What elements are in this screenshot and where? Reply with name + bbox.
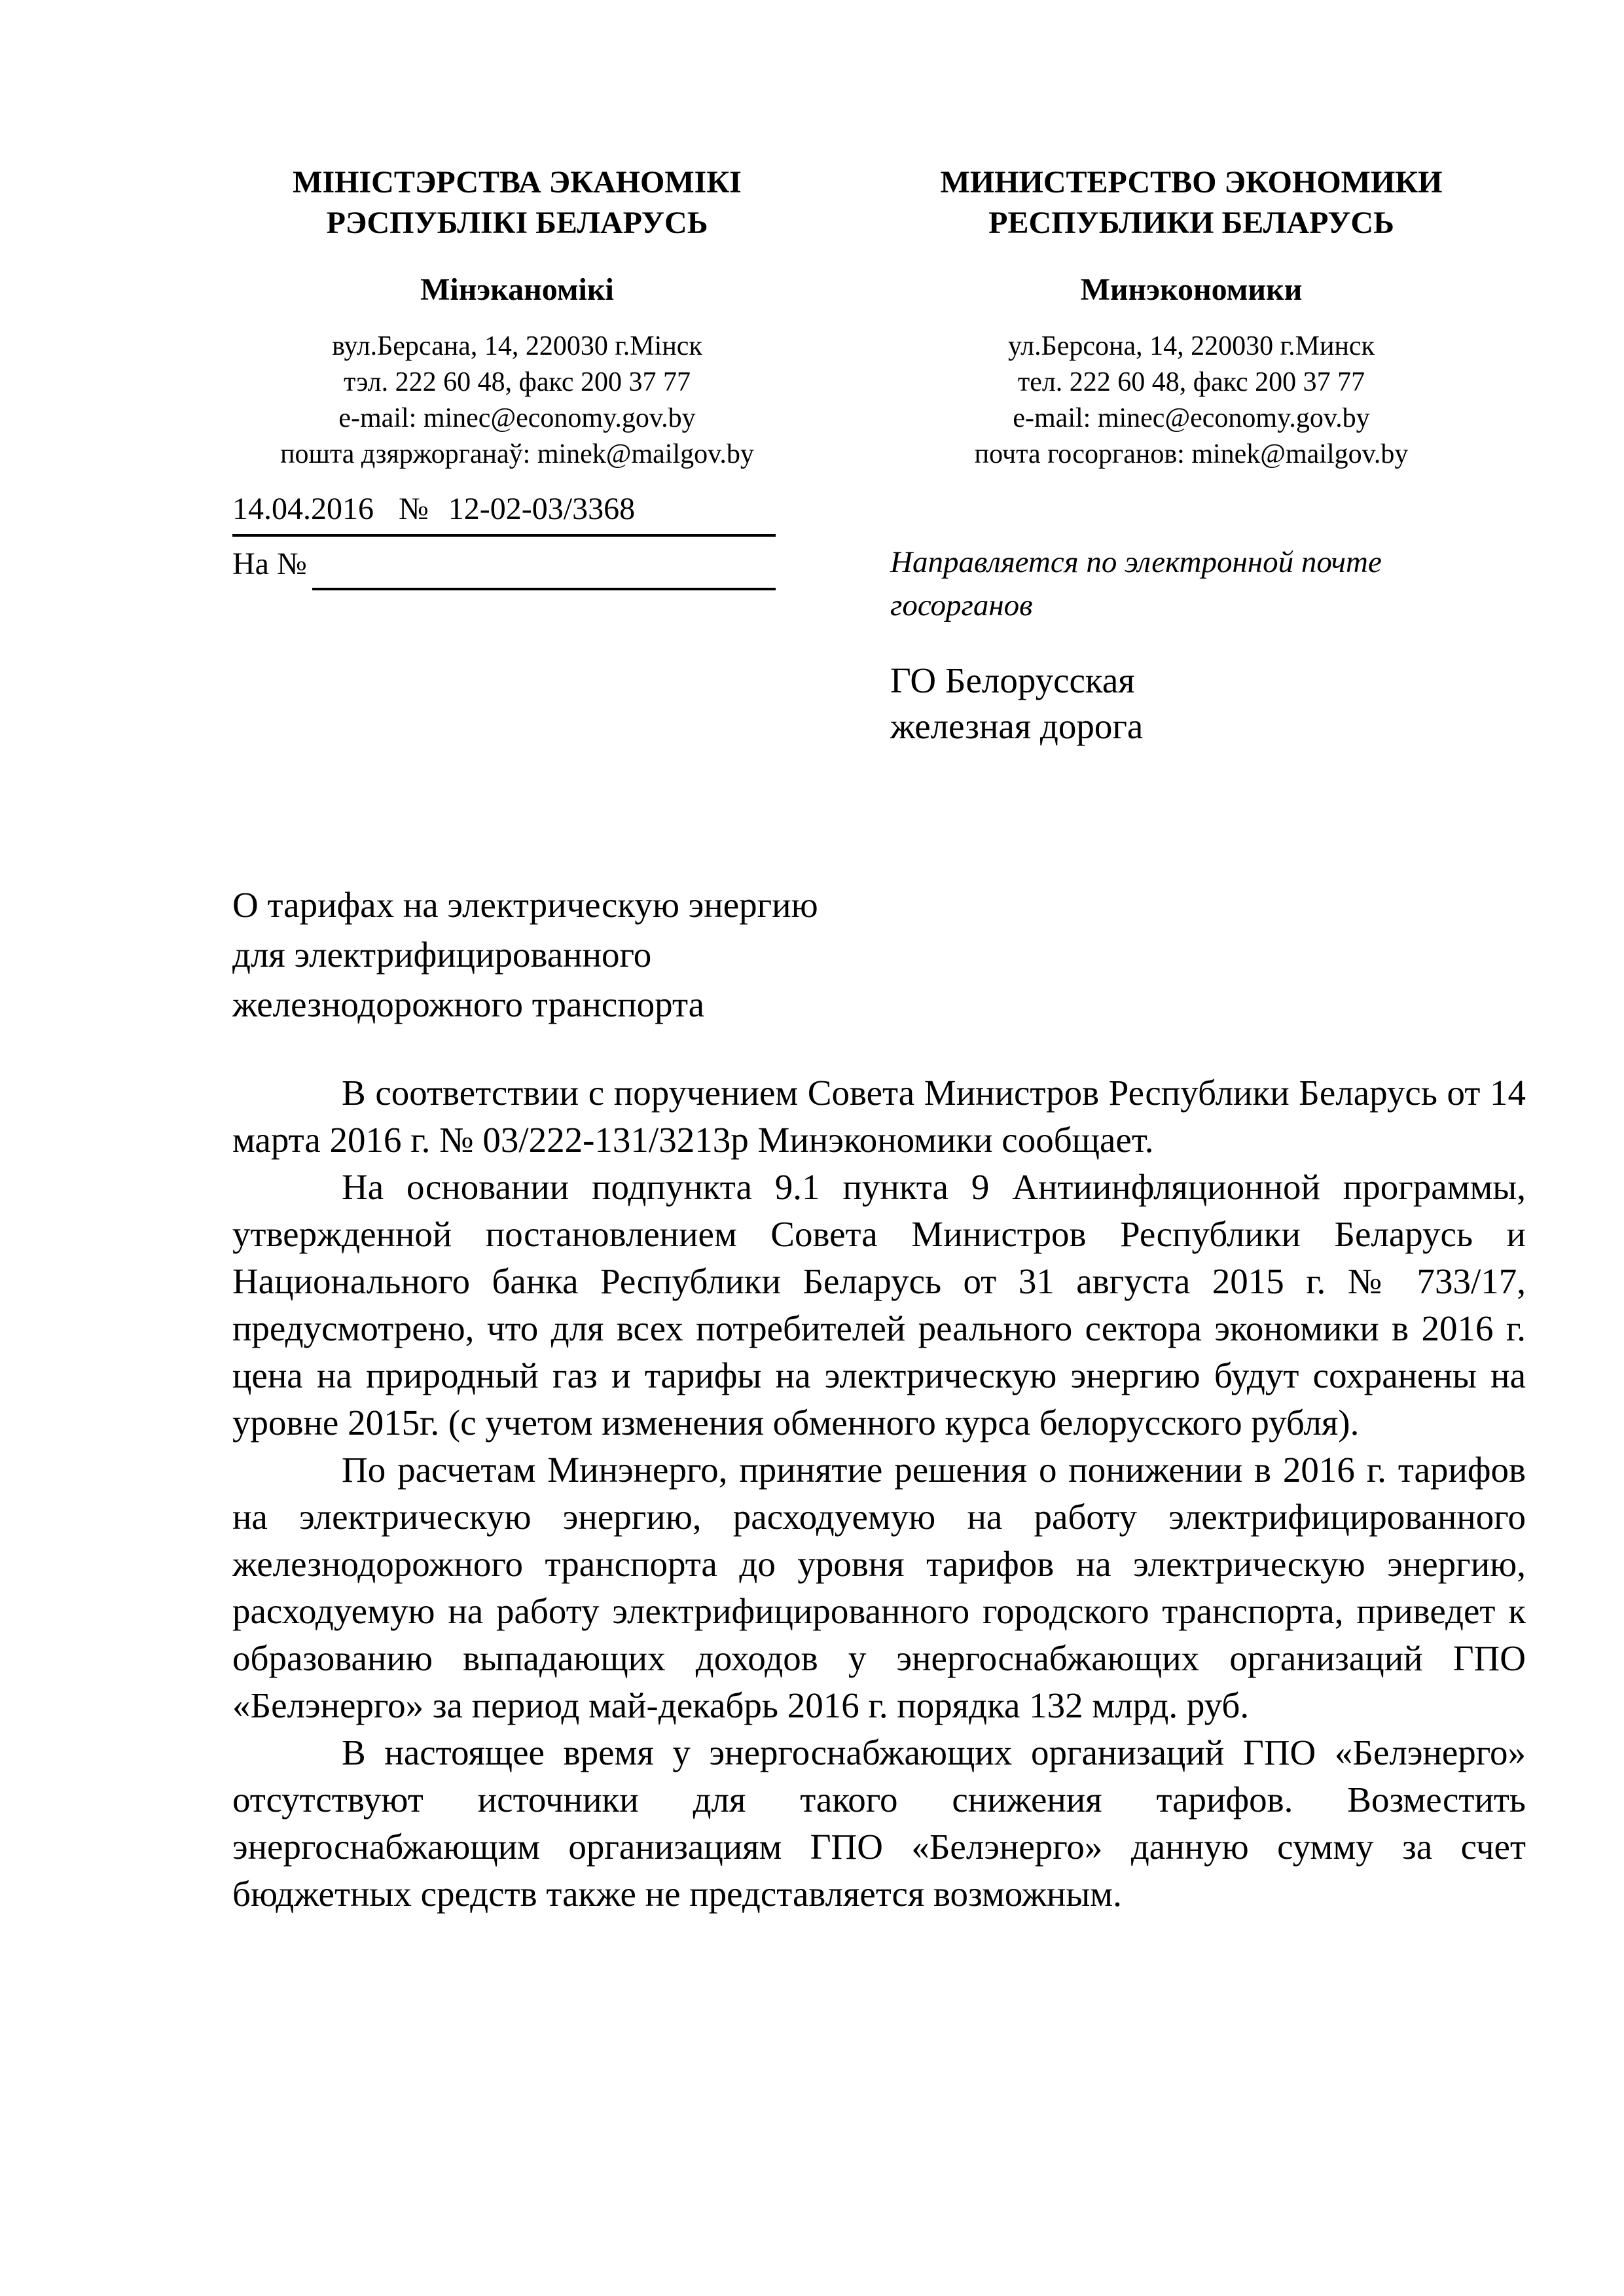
org-name-ru: [890, 162, 1492, 243]
address-line: почта госорганов: minek@mailgov.by: [974, 439, 1409, 469]
subject-line1: О тарифах на электрическую энергию: [232, 885, 818, 925]
reply-to-label: На №: [232, 547, 307, 581]
recipient: [890, 658, 1143, 749]
org-short-name-by: Мінэканомікі: [420, 272, 614, 307]
body-paragraph-4: В настоящее время у энергоснабжающих организаций ГПО «Белэнерго» отсутствуют источники для такого снижения тарифов. Возместить энергоснабжающим организациям ГПО «Белэнерго» данную сумму за счет бюджетных средств также не представляется возможным.: [232, 1732, 1526, 1914]
delivery-note-line2: госорганов: [890, 588, 1033, 622]
incoming-reference: [232, 545, 776, 584]
body-paragraph-2: На основании подпункта 9.1 пункта 9 Антиинфляционной программы, утвержденной постановлением Совета Министров Республики Беларусь и Национального банка Республики Беларусь от 31 августа 2015 г. № 733/17, предусмотрено, что для всех потребителей реального сектора экономики в 2016 г. цена на природный газ и тарифы на электрическую энергию будут сохранены на уровне 2015г. (с учетом изменения обменного курса белорусского рубля).: [232, 1167, 1526, 1443]
address-line: вул.Берсана, 14, 220030 г.Мінск: [332, 331, 702, 361]
subject-line2: для электрифицированного: [232, 935, 652, 975]
address-line: e-mail: minec@economy.gov.by: [1013, 403, 1370, 433]
org-address-ru: [890, 329, 1492, 473]
address-line: тэл. 222 60 48, факс 200 37 77: [344, 367, 691, 397]
body-paragraph-3: По расчетам Минэнерго, принятие решения о понижении в 2016 г. тарифов на электрическую энергию, расходуемую на работу электрифицированного железнодорожного транспорта до уровня тарифов на электрическую энергию, расходуемую на работу электрифицированного городского транспорта, приведет к образованию выпадающих доходов у энергоснабжающих организаций ГПО «Белэнерго» за период май-декабрь 2016 г. порядка 132 млрд. руб.: [232, 1450, 1526, 1725]
outgoing-number: 12-02-03/3368: [448, 492, 636, 526]
outgoing-date: 14.04.2016: [232, 492, 374, 526]
org-name-by-line1: МІНІСТЭРСТВА ЭКАНОМІКІ: [293, 165, 742, 200]
org-short-name-ru: Минэкономики: [1080, 272, 1303, 307]
org-address-by: [216, 329, 818, 473]
address-line: тел. 222 60 48, факс 200 37 77: [1017, 367, 1365, 397]
org-name-ru-line2: РЕСПУБЛИКИ БЕЛАРУСЬ: [988, 206, 1394, 240]
org-name-ru-line1: МИНИСТЕРСТВО ЭКОНОМИКИ: [940, 165, 1443, 200]
letter-body: [232, 1069, 1526, 1918]
letterhead-belarusian: [216, 162, 818, 473]
recipient-line2: железная дорога: [890, 706, 1144, 746]
recipient-line1: ГО Белорусская: [890, 660, 1135, 700]
letterhead: [216, 162, 1492, 473]
delivery-note-line1: Направляется по электронной почте: [890, 545, 1382, 579]
org-name-by: [216, 162, 818, 243]
subject: [232, 880, 1018, 1030]
number-sign: №: [399, 492, 429, 526]
reference-blank-line: [312, 545, 776, 590]
address-line: пошта дзяржорганаў: minek@mailgov.by: [280, 439, 754, 469]
reference-block: [232, 490, 776, 584]
address-line: e-mail: minec@economy.gov.by: [338, 403, 696, 433]
outgoing-reference: [232, 490, 776, 537]
delivery-note: [890, 541, 1551, 627]
org-name-by-line2: РЭСПУБЛІКІ БЕЛАРУСЬ: [326, 206, 708, 240]
body-paragraph-1: В соответствии с поручением Совета Министров Республики Беларусь от 14 марта 2016 г. № 03/222-131/3213р Минэкономики сообщает.: [232, 1073, 1526, 1160]
letterhead-russian: [890, 162, 1492, 473]
subject-line3: железнодорожного транспорта: [232, 984, 705, 1024]
address-line: ул.Берсона, 14, 220030 г.Минск: [1008, 331, 1375, 361]
